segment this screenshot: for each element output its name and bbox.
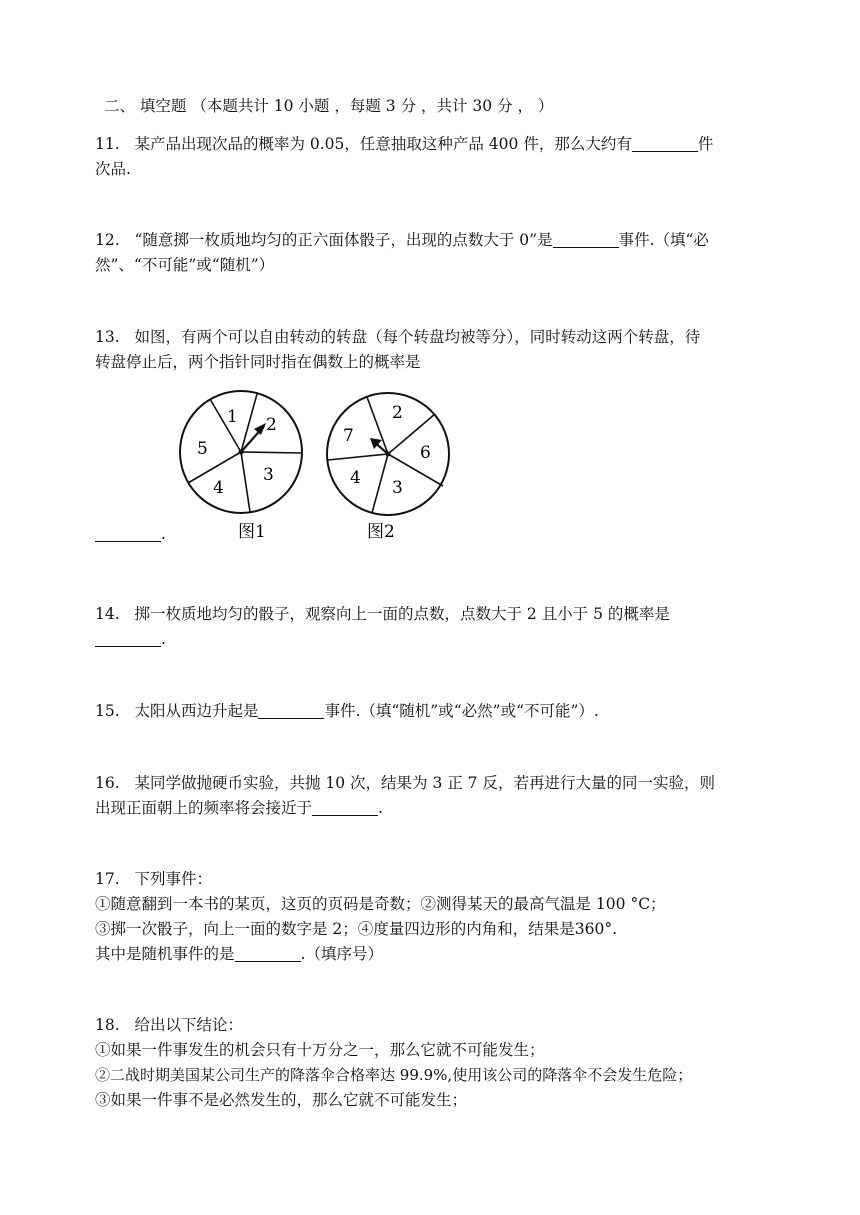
question-18-line1 (95, 1014, 243, 1036)
question-number: 18. (95, 1016, 120, 1034)
spinner-2 (327, 393, 449, 542)
question-text: 事件.（填“随机”或“必然”或“不可能”）. (324, 702, 599, 720)
question-13-line2: 转盘停止后，两个指针同时指在偶数上的概率是 (95, 353, 421, 371)
question-text: 某产品出现次品的概率为 0.05，任意抽取这种产品 400 件，那么大约有 (134, 135, 632, 153)
question-18-line2: ①如果一件事发生的机会只有十万分之一，那么它就不可能发生； (95, 1041, 545, 1059)
question-text: 事件.（填“必 (618, 231, 709, 249)
question-text: 件 (697, 135, 714, 153)
question-14-line1 (95, 603, 670, 625)
answer-blank[interactable] (95, 525, 161, 542)
question-number: 14. (95, 605, 120, 623)
answer-blank[interactable] (258, 702, 324, 719)
answer-blank[interactable] (632, 135, 698, 152)
sector-label: 4 (350, 468, 361, 488)
sector-label: 5 (197, 439, 208, 459)
question-17-line3: ③掷一次骰子，向上一面的数字是 2；④度量四边形的内角和，结果是360°. (95, 920, 618, 938)
question-number: 17. (95, 870, 120, 888)
question-text: 掷一枚质地均匀的骰子，观察向上一面的点数，点数大于 2 且小于 5 的概率是 (134, 605, 670, 623)
question-number: 15. (95, 702, 120, 720)
question-14-answer-line: . (95, 628, 166, 650)
question-15 (95, 700, 599, 722)
question-13-line1 (95, 326, 700, 348)
question-16-line1 (95, 772, 715, 794)
question-12-line1 (95, 229, 709, 251)
question-text: 太阳从西边升起是 (134, 702, 259, 720)
question-number: 11. (95, 135, 120, 153)
question-17-line2: ①随意翻到一本书的某页，这页的页码是奇数；②测得某天的最高气温是 100 °C； (95, 895, 666, 913)
question-18-line4: ③如果一件事不是必然发生的，那么它就不可能发生； (95, 1091, 468, 1109)
sector-label: 4 (213, 478, 224, 498)
question-17-line1 (95, 868, 212, 890)
answer-blank[interactable] (553, 231, 619, 248)
question-16-line2: 出现正面朝上的频率将会接近于 . (95, 799, 383, 817)
section-header: 二、 填空题 （本题共计 10 小题 ，每题 3 分 ，共计 30 分 ， ） (104, 97, 554, 115)
figure-caption: 图2 (367, 522, 395, 542)
sector-label: 7 (343, 426, 354, 446)
question-12-line2: 然”、“不可能”或“随机”） (95, 256, 275, 274)
question-18-line3: ②二战时期美国某公司生产的降落伞合格率达 99.9%,使用该公司的降落伞不会发生危险； (95, 1066, 693, 1084)
question-17-line4: 其中是随机事件的是 .（填序号） (95, 945, 383, 963)
answer-blank[interactable] (312, 799, 378, 816)
question-text: 某同学做抛硬币实验，共抛 10 次，结果为 3 正 7 反，若再进行大量的同一实验，则 (134, 774, 715, 792)
question-text: 如图，有两个可以自由转动的转盘（每个转盘均被等分），同时转动这两个转盘，待 (134, 328, 701, 346)
sector-label: 2 (392, 403, 403, 423)
spinner-1 (180, 391, 302, 542)
question-13-answer-line: . (95, 523, 166, 545)
sector-label: 6 (420, 443, 431, 463)
sector-label: 3 (392, 478, 403, 498)
sector-label: 3 (263, 465, 274, 485)
answer-blank[interactable] (95, 630, 161, 647)
question-11-line1 (95, 133, 713, 155)
question-text: 下列事件： (134, 870, 212, 888)
spinner-figures (170, 385, 470, 545)
sector-label: 2 (266, 415, 277, 435)
figure-caption: 图1 (238, 522, 266, 542)
question-number: 16. (95, 774, 120, 792)
question-number: 13. (95, 328, 120, 346)
sector-label: 1 (227, 407, 238, 427)
question-11-line2: 次品. (95, 160, 131, 178)
question-number: 12. (95, 231, 120, 249)
question-text: 给出以下结论： (134, 1016, 243, 1034)
question-text: “随意掷一枚质地均匀的正六面体骰子，出现的点数大于 0”是 (134, 231, 553, 249)
answer-blank[interactable] (235, 945, 301, 962)
